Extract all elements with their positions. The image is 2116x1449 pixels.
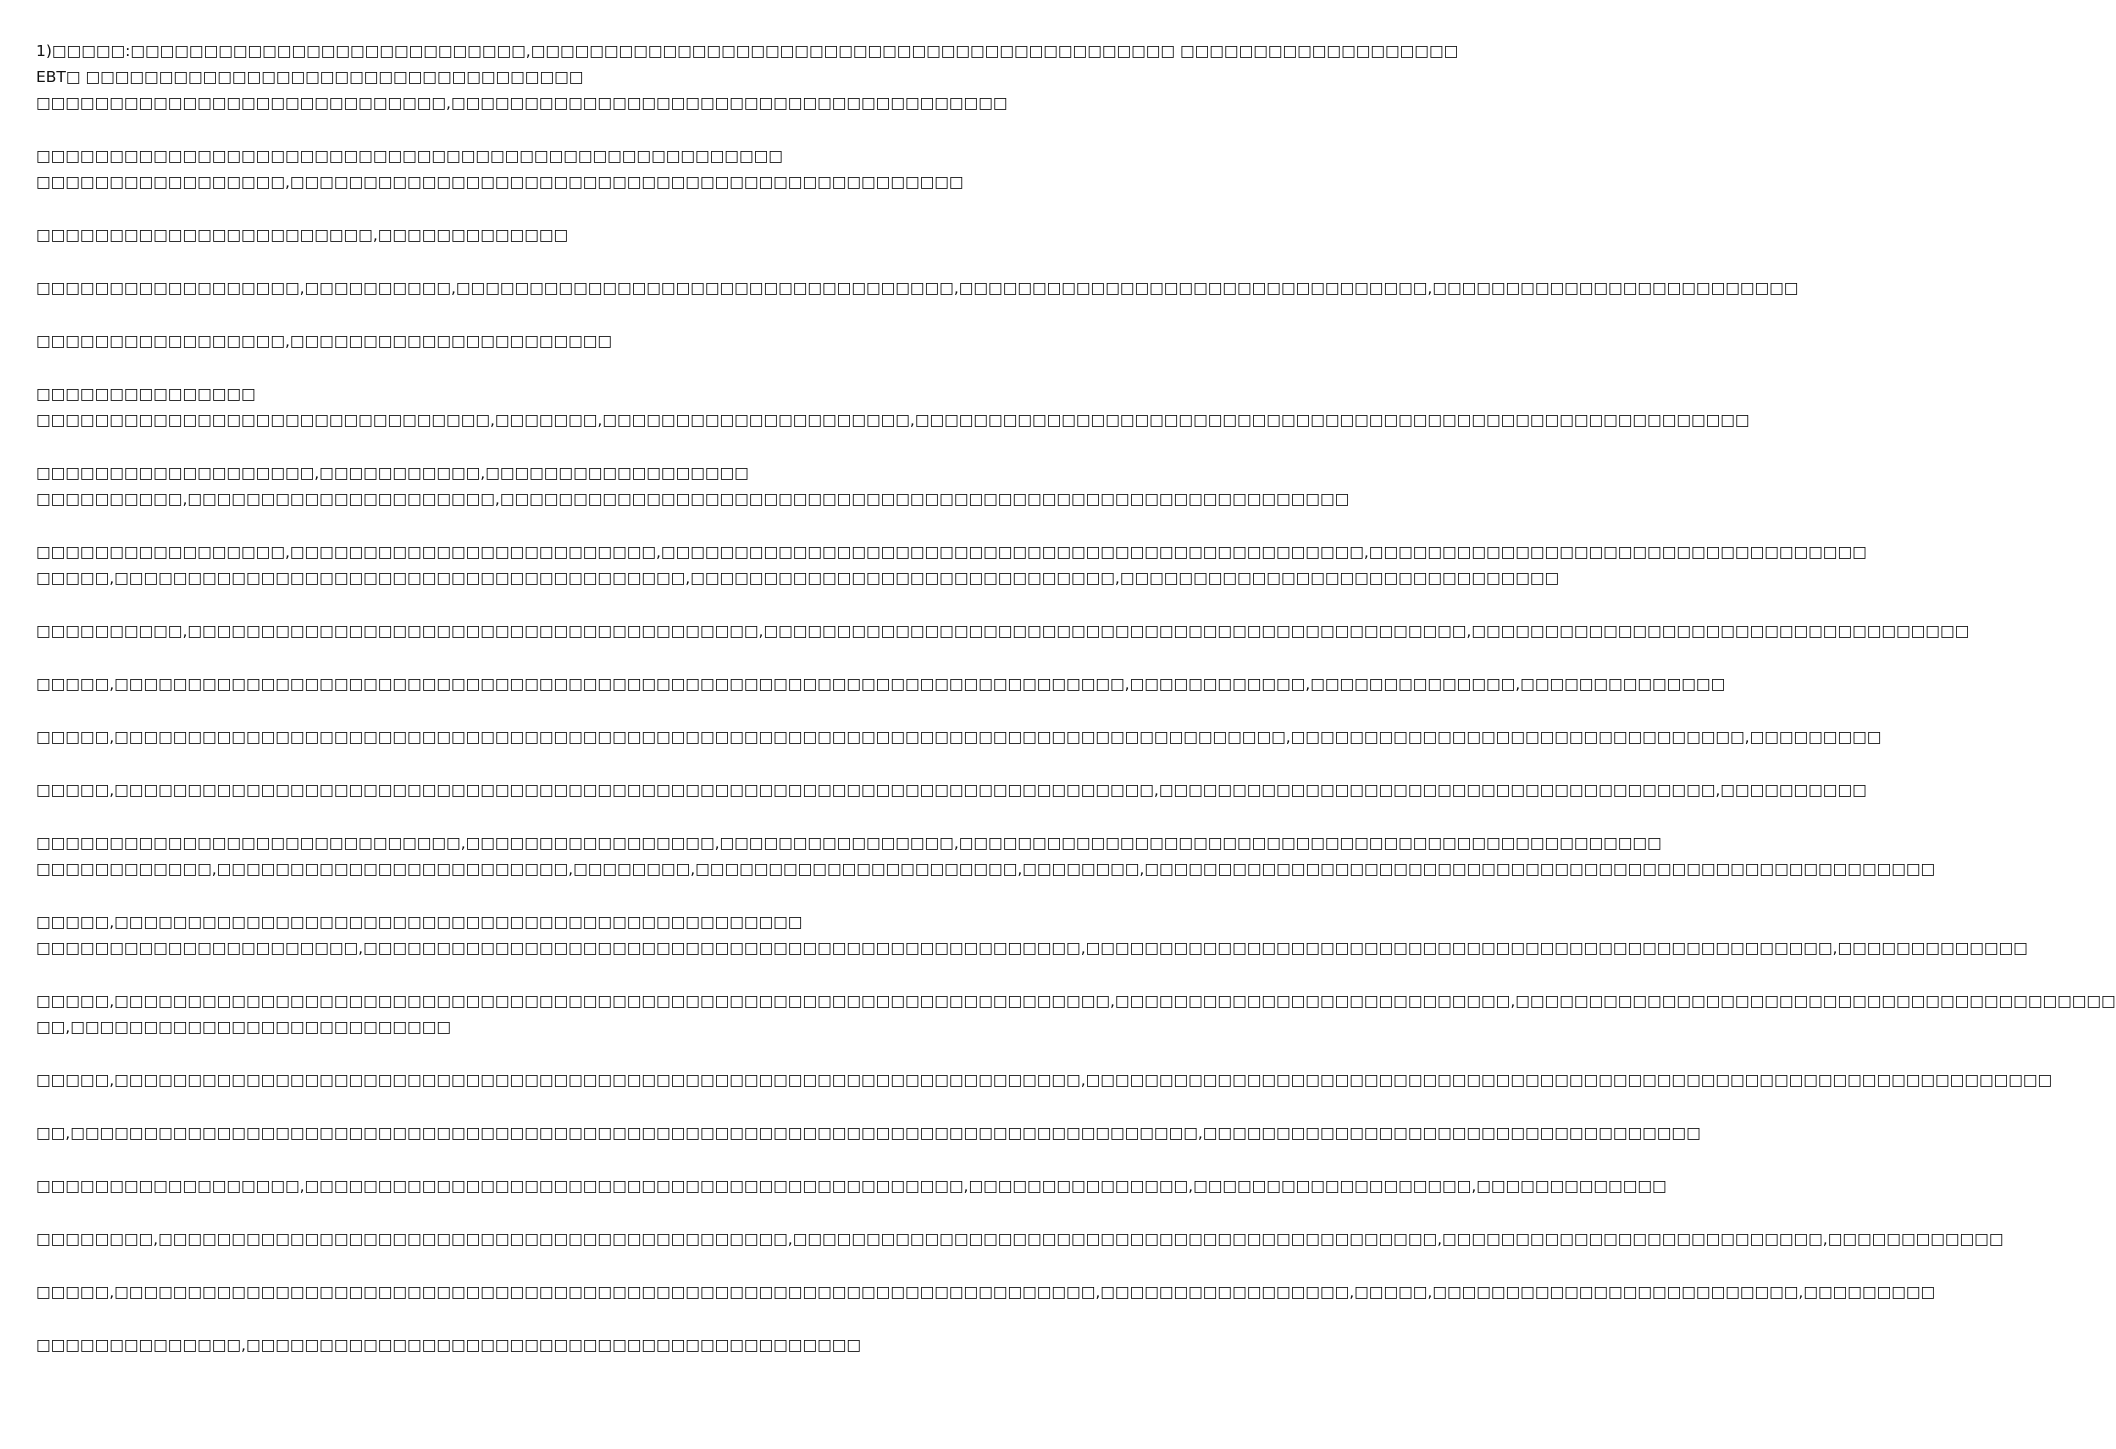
text-line: □□□□□,□□□□□□□□□□□□□□□□□□□□□□□□□□□□□□□□□□□□□□□□□□□□□□□□□□□□□□□□□□□□□□□□□□□□□,□□□□□□□□□□□□,□□□□□□□□□□□□□□,□□□□□□□□□□□□□□ [36,675,1726,693]
text-line: □□□□□,□□□□□□□□□□□□□□□□□□□□□□□□□□□□□□□□□□□□□□□,□□□□□□□□□□□□□□□□□□□□□□□□□□□□□,□□□□□□□□□□□□□□□□□□□□□□□□□□□□□□ [36,569,1560,587]
text-line: □□□□□□□□,□□□□□□□□□□□□□□□□□□□□□□□□□□□□□□□□□□□□□□□□□□□,□□□□□□□□□□□□□□□□□□□□□□□□□□□□□□□□□□□□□□□□□□□□,□□□□□□□□□□□□□□□□□□□□□□□□□□,□□□□□□□□□□□□ [36,1230,2004,1248]
paragraph [36,671,1726,697]
text-line: □□□□□□□□□□□□□□□□□□,□□□□□□□□□□□□□□□□□□□□□□□□□□□□□□□□□□□□□□□□□□□□□,□□□□□□□□□□□□□□□,□□□□□□□□□□□□□□□□□□□,□□□□□□□□□□□□□ [36,1177,1667,1195]
paragraph [36,381,1750,433]
text-line: EBT□ □□□□□□□□□□□□□□□□□□□□□□□□□□□□□□□□□□ [36,68,584,86]
paragraph [36,143,990,195]
paragraph [36,1173,1667,1199]
text-line: □□□□□,□□□□□□□□□□□□□□□□□□□□□□□□□□□□□□□□□□□□□□□□□□□□□□□□□□□□□□□□□□□□□□□□□□□□,□□□□□□□□□□□□□□□□□□□□□□□□□□□,□□□□□□□□□□□□□□□□□□□□□□□□□□□□□□□□□□□□□□□□□ [36,992,2116,1010]
paragraph [36,222,990,248]
paragraph [36,830,1936,882]
text-line: □□□□□□□□□□□□□□□□□,□□□□□□□□□□□□□□□□□□□□□□ [36,332,613,350]
paragraph [36,460,1350,512]
text-line: □□□□□,□□□□□□□□□□□□□□□□□□□□□□□□□□□□□□□□□□□□□□□□□□□□□□□□□□□□□□□□□□□□□□□□□□□,□□□□□□□□□□□□□□□□□,□□□□□,□□□□□□□□□□□□□□□□□□□□□□□□□,□□□□□□□□□ [36,1283,1936,1301]
text-line: □□□□□□□□□□,□□□□□□□□□□□□□□□□□□□□□,□□□□□□□□□□□□□□□□□□□□□□□□□□□□□□□□□□□□□□□□□□□□□□□□□□□□□□□□□□ [36,490,1350,508]
text-line: □□□□□□□□□□□□□□□ [36,385,256,403]
text-line: □□,□□□□□□□□□□□□□□□□□□□□□□□□□□ [36,1018,451,1036]
paragraph [36,909,2028,961]
paragraph [36,1120,1701,1146]
paragraph [36,1226,2004,1252]
text-line: □□□□□□□□□□□□,□□□□□□□□□□□□□□□□□□□□□□□□,□□□□□□□□,□□□□□□□□□□□□□□□□□□□□□□,□□□□□□□□,□□□□□□□□□□□□□□□□□□□□□□□□□□□□□□□□□□□□□□□□□□□□□□□□□□□□□□ [36,860,1936,878]
text-line: □□□□□□□□□□□□□□□□□□,□□□□□□□□□□,□□□□□□□□□□□□□□□□□□□□□□□□□□□□□□□□□□,□□□□□□□□□□□□□□□□□□□□□□□□□□□□□□□□,□□□□□□□□□□□□□□□□□□□□□□□□□ [36,279,1799,297]
paragraph [36,1067,2053,1093]
paragraph [36,1279,1936,1305]
paragraph [36,539,1867,591]
text-line: □□□□□□□□□□□□□□□□□□□□□□□□□□□□,□□□□□□□□□□□□□□□□□□□□□□□□□□□□□□□□□□□□□□ [36,94,1008,112]
text-line: □□□□□,□□□□□□□□□□□□□□□□□□□□□□□□□□□□□□□□□□□□□□□□□□□□□□□□□□□□□□□□□□□□□□□□□□□□□□□□□□□□□□□□,□□□□□□□□□□□□□□□□□□□□□□□□□□□□□□□,□□□□□□□□□ [36,728,1882,746]
paragraph [36,1332,990,1358]
text-line: □□□□□□□□□□,□□□□□□□□□□□□□□□□□□□□□□□□□□□□□□□□□□□□□□□,□□□□□□□□□□□□□□□□□□□□□□□□□□□□□□□□□□□□□□□□□□□□□□□□,□□□□□□□□□□□□□□□□□□□□□□□□□□□□□□□□□□ [36,622,1970,640]
text-line: 1)□□□□□:□□□□□□□□□□□□□□□□□□□□□□□□□□□,□□□□□□□□□□□□□□□□□□□□□□□□□□□□□□□□□□□□□□□□□□□□ □□□□□□□□□□□□□□□□□□□ [36,42,1459,60]
text-line: □□□□□,□□□□□□□□□□□□□□□□□□□□□□□□□□□□□□□□□□□□□□□□□□□□□□□ [36,913,803,931]
text-line: □□□□□,□□□□□□□□□□□□□□□□□□□□□□□□□□□□□□□□□□□□□□□□□□□□□□□□□□□□□□□□□□□□□□□□□□□□□□□,□□□□□□□□□□□□□□□□□□□□□□□□□□□□□□□□□□□□□□,□□□□□□□□□□ [36,781,1867,799]
text-line: □□□□□□□□□□□□□□□□□,□□□□□□□□□□□□□□□□□□□□□□□□□,□□□□□□□□□□□□□□□□□□□□□□□□□□□□□□□□□□□□□□□□□□□□□□□□,□□□□□□□□□□□□□□□□□□□□□□□□□□□□□□□□□□ [36,543,1867,561]
text-line: □□□□□□□□□□□□□□□□□□□,□□□□□□□□□□□,□□□□□□□□□□□□□□□□□□ [36,464,749,482]
paragraph [36,618,1970,644]
paragraph [36,328,990,354]
paragraph [36,275,1799,301]
paragraph [36,724,1882,750]
paragraph [36,988,2116,1040]
text-line: □□□□□□□□□□□□□□□□□□□□□□□,□□□□□□□□□□□□□ [36,226,569,244]
paragraph [36,38,1459,116]
text-line: □□□□□□□□□□□□□□□□□□□□□□□□□□□□□□□□□□□□□□□□□□□□□□□□□□□ [36,147,783,165]
document-body [36,38,2116,1385]
text-line: □□□□□,□□□□□□□□□□□□□□□□□□□□□□□□□□□□□□□□□□□□□□□□□□□□□□□□□□□□□□□□□□□□□□□□□□,□□□□□□□□□□□□□□□□□□□□□□□□□□□□□□□□□□□□□□□□□□□□□□□□□□□□□□□□□□□□□□□□□□ [36,1071,2053,1089]
text-line: □□,□□□□□□□□□□□□□□□□□□□□□□□□□□□□□□□□□□□□□□□□□□□□□□□□□□□□□□□□□□□□□□□□□□□□□□□□□□□□□,□□□□□□□□□□□□□□□□□□□□□□□□□□□□□□□□□□ [36,1124,1701,1142]
text-line: □□□□□□□□□□□□□□□□□□□□□□□□□□□□□□□,□□□□□□□,□□□□□□□□□□□□□□□□□□□□□,□□□□□□□□□□□□□□□□□□□□□□□□□□□□□□□□□□□□□□□□□□□□□□□□□□□□□□□□□ [36,411,1750,429]
text-line: □□□□□□□□□□□□□□□□□□□□□□□□□□□□□,□□□□□□□□□□□□□□□□□,□□□□□□□□□□□□□□□□,□□□□□□□□□□□□□□□□□□□□□□□□□□□□□□□□□□□□□□□□□□□□□□□□ [36,834,1662,852]
text-line: □□□□□□□□□□□□□□□□□,□□□□□□□□□□□□□□□□□□□□□□□□□□□□□□□□□□□□□□□□□□□□□□ [36,173,964,191]
text-line: □□□□□□□□□□□□□□,□□□□□□□□□□□□□□□□□□□□□□□□□□□□□□□□□□□□□□□□□□ [36,1336,862,1354]
paragraph [36,777,1867,803]
text-line: □□□□□□□□□□□□□□□□□□□□□□,□□□□□□□□□□□□□□□□□□□□□□□□□□□□□□□□□□□□□□□□□□□□□□□□□,□□□□□□□□□□□□□□□□□□□□□□□□□□□□□□□□□□□□□□□□□□□□□□□□□□□,□□□□□□□□□□□□□ [36,939,2028,957]
